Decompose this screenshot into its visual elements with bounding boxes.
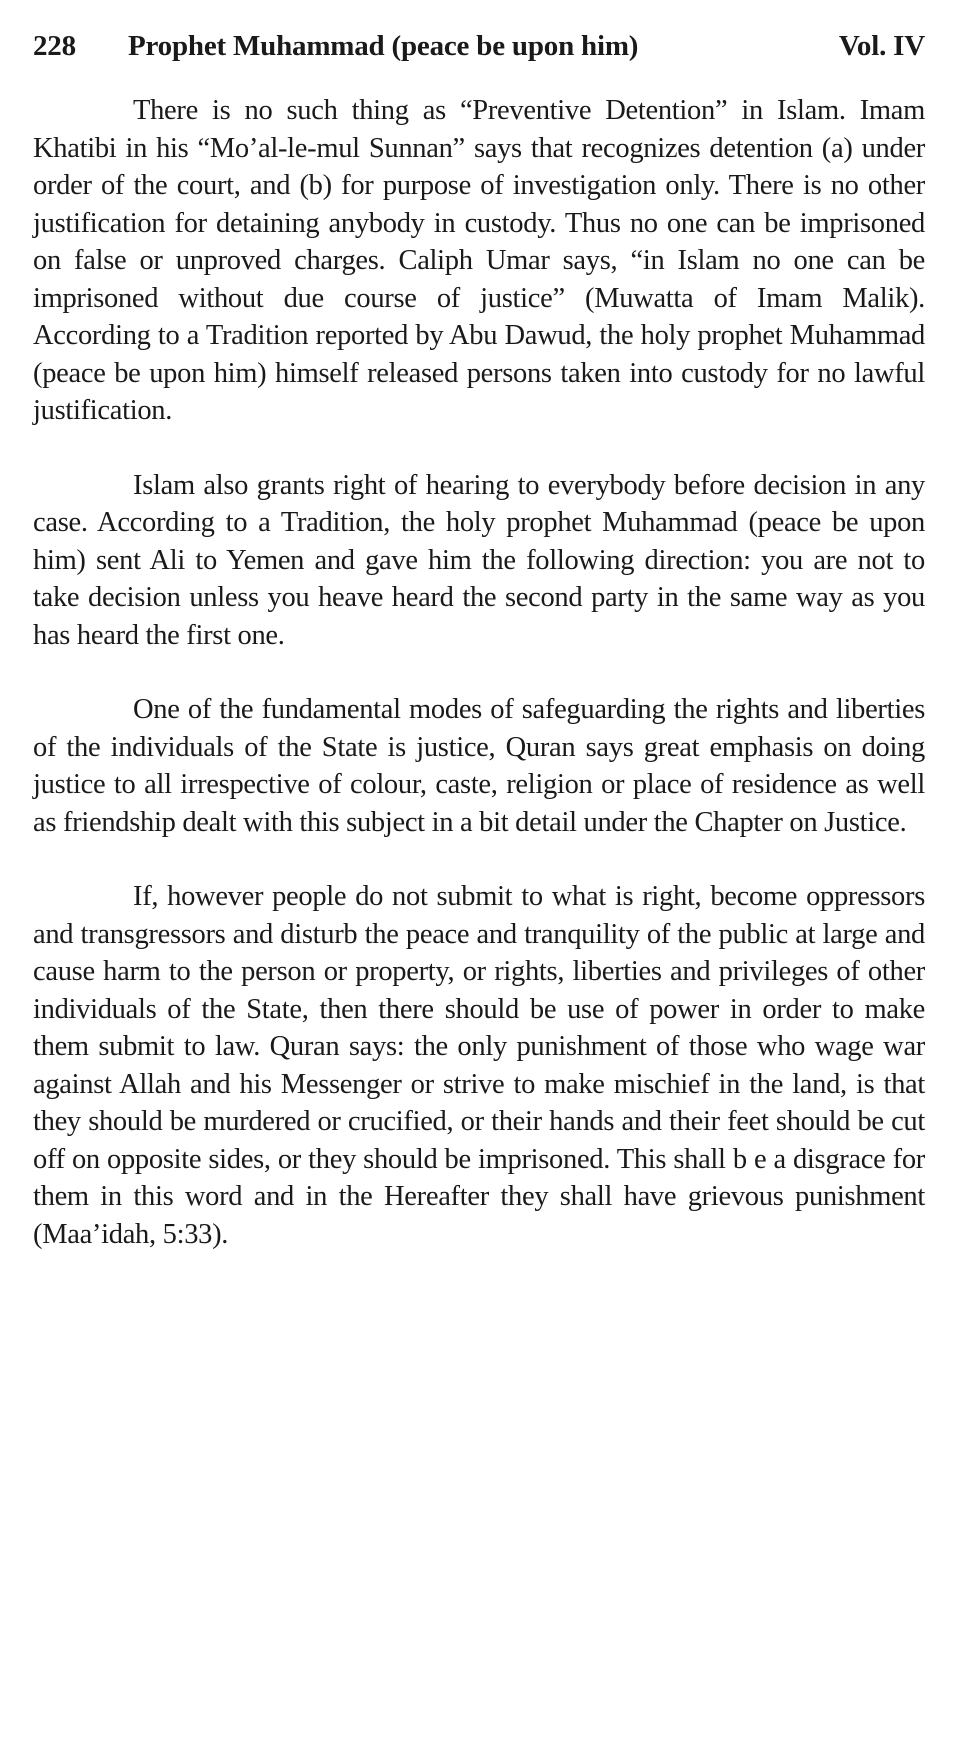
volume-label: Vol. IV <box>838 30 925 62</box>
running-header <box>33 28 925 64</box>
book-title: Prophet Muhammad (peace be upon him) <box>128 30 639 62</box>
paragraph-right-of-hearing: Islam also grants right of hearing to everybody before decision in any case. According to a Tradition, the holy prophet Muhammad (peace be upon him) sent Ali to Yemen and gave him the following direction: you are not to take decision unless you heave heard the second party in the same way as you has heard the first one. <box>33 469 925 651</box>
paragraph-preventive-detention: There is no such thing as “Preventive Detention” in Islam. Imam Khatibi in his “Mo’al-le-mul Sunnan” says that recognizes detention (a) under order of the court, and (b) for purpose of investigation only. There is no other justification for detaining anybody in custody. Thus no one can be imprisoned on false or unproved charges. Caliph Umar says, “in Islam no one can be imprisoned without due course of justice” (Muwatta of Imam Malik). According to a Tradition reported by Abu Dawud, the holy prophet Muhammad (peace be upon him) himself released persons taken into custody for no lawful justification. <box>33 95 925 426</box>
page-number: 228 <box>33 30 76 62</box>
document-page <box>33 28 925 1290</box>
paragraph-use-of-power: If, however people do not submit to what is right, become oppressors and transgressors and disturb the peace and tranquility of the public at large and cause harm to the person or property, or rights, liberties and privileges of other individuals of the State, then there should be use of power in order to make them submit to law. Quran says: the only punishment of those who wage war against Allah and his Messenger or strive to make mischief in the land, is that they should be murdered or crucified, or their hands and their feet should be cut off on opposite sides, or they should be imprisoned. This shall b e a disgrace for them in this word and in the Hereafter they shall have grievous punishment (Maa’idah, 5:33). <box>33 881 925 1250</box>
paragraph-justice: One of the fundamental modes of safeguarding the rights and liberties of the individuals of the State is justice, Quran says great emphasis on doing justice to all irrespective of colour, caste, religion or place of residence as well as friendship dealt with this subject in a bit detail under the Chapter on Justice. <box>33 694 925 838</box>
